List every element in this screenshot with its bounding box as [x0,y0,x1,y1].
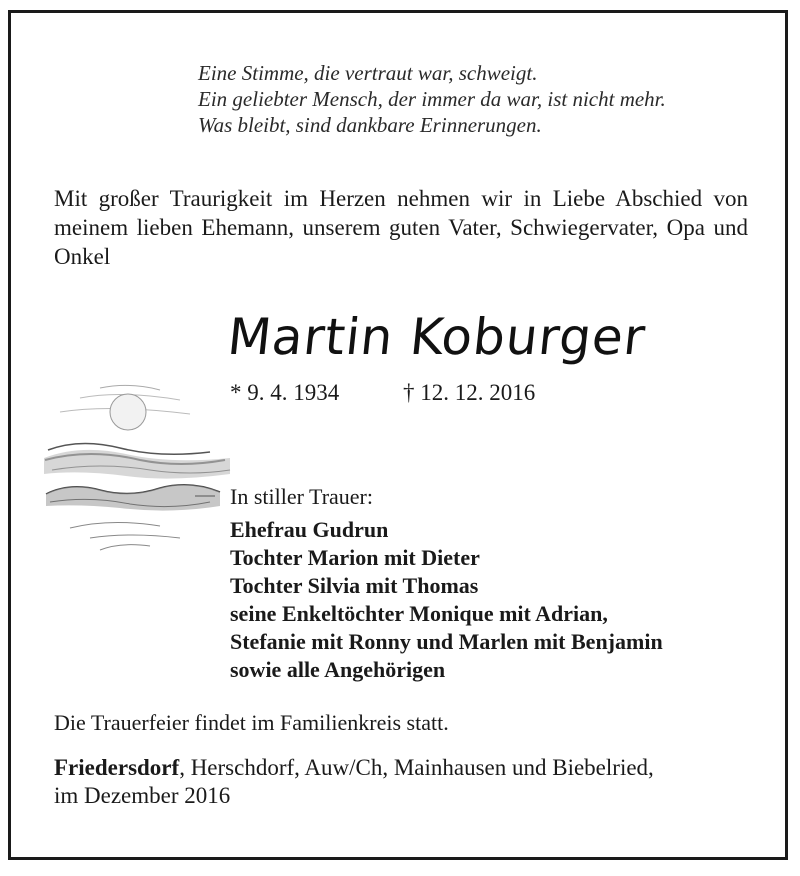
mourner-line: Tochter Marion mit Dieter [230,545,480,570]
verse-line: Eine Stimme, die vertraut war, schweigt. [198,61,538,85]
ceremony-note: Die Trauerfeier findet im Familienkreis statt. [54,710,449,735]
intro-text: Mit großer Traurigkeit im Herzen nehmen wir in Liebe Abschied von meinem lieben Ehemann, unserem guten Vater, Schwiegervater, Opa und Onkel [54,186,748,269]
moon-landscape-icon [40,378,240,553]
date-line: im Dezember 2016 [54,783,231,808]
life-dates [230,380,535,406]
death-date: † 12. 12. 2016 [403,380,536,405]
birth-date: * 9. 4. 1934 [230,380,340,405]
mourner-line: seine Enkeltöchter Monique mit Adrian, [230,601,608,626]
deceased-name: Martin Koburger [224,308,649,366]
other-places: , Herschdorf, Auw/Ch, Mainhausen und Biebelried, [179,755,654,780]
mourner-line: sowie alle Angehörigen [230,657,446,682]
primary-place: Friedersdorf [54,755,180,780]
mourner-line: Tochter Silvia mit Thomas [230,573,479,598]
verse-line: Was bleibt, sind dankbare Erinnerungen. [198,113,542,137]
memorial-verse [198,60,666,138]
place-date-block [54,754,654,810]
mourner-line: Stefanie mit Ronny und Marlen mit Benjamin [230,629,663,654]
mourners-list [230,516,663,684]
verse-line: Ein geliebter Mensch, der immer da war, ist nicht mehr. [198,87,666,111]
mourner-line: Ehefrau Gudrun [230,517,389,542]
mourning-label: In stiller Trauer: [230,484,373,509]
places-line [54,754,654,782]
